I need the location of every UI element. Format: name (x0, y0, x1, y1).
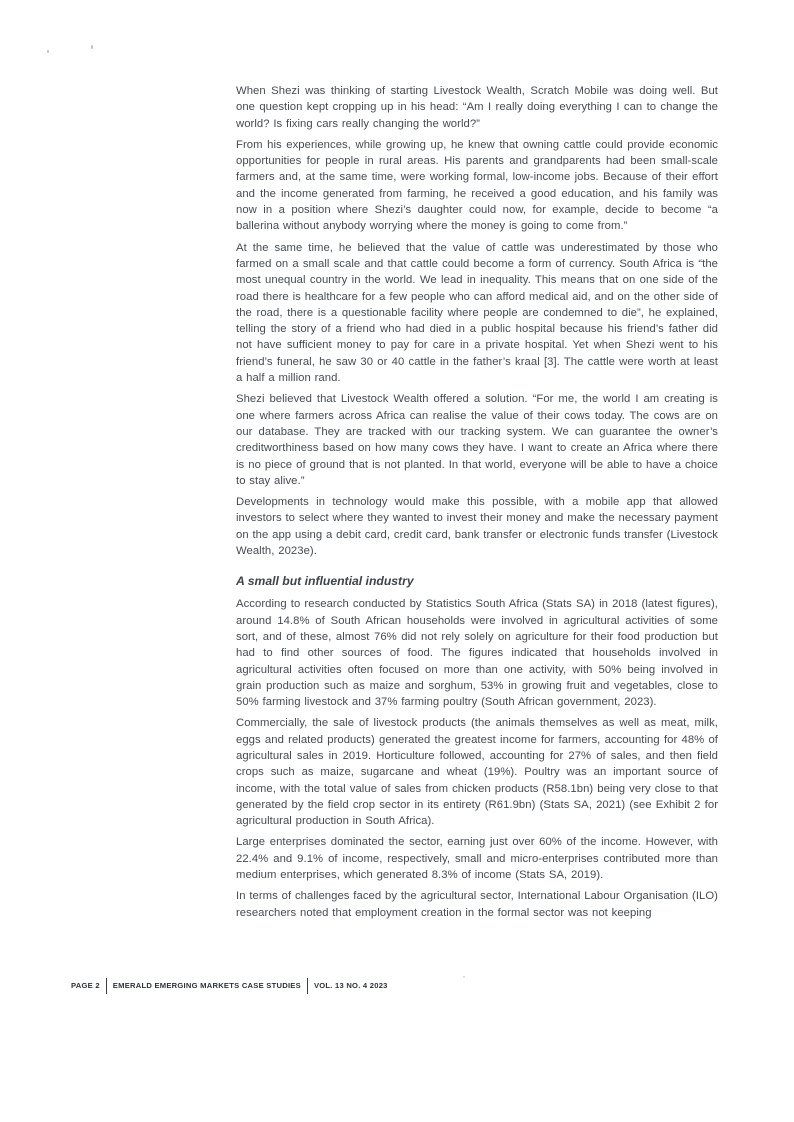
paragraph-intro-5: Developments in technology would make this possible, with a mobile app that allowed investors to select where they wanted to invest their money and make the necessary payment on the app using a debit card, credit card, bank transfer or electronic funds transfer (Livestock Wealth, 2023e). (236, 496, 718, 558)
article-body (236, 83, 718, 926)
footer-page-number: PAGE 2 (71, 981, 100, 990)
paragraph-intro-1: When Shezi was thinking of starting Livestock Wealth, Scratch Mobile was doing well. But one question kept cropping up in his head: “Am I really doing everything I can to change the world? Is fixing cars really changing the world?” (236, 85, 718, 130)
paragraph-section-2: Commercially, the sale of livestock products (the animals themselves as well as meat, milk, eggs and related products) generated the greatest income for farmers, accounting for 48% of agricultural sales in 2019. Horticulture followed, accounting for 27% of sales, and then field crops such as maize, sugarcane and wheat (19%). Poultry was an important source of income, with the total value of sales from chicken products (R58.1bn) being very close to that generated by the field crop sector in its entirety (R61.9bn) (Stats SA, 2021) (see Exhibit 2 for agricultural production in South Africa). (236, 717, 718, 828)
paragraph-intro-2: From his experiences, while growing up, he knew that owning cattle could provide economic opportunities for people in rural areas. His parents and grandparents had been small-scale farmers and, at the same time, were working formal, low-income jobs. Because of their effort and the income generated from farming, he received a good education, and his family was now in a position where Shezi’s daughter could now, for example, decide to become “a ballerina without anybody worrying where the money is going to come from.” (236, 138, 718, 233)
scan-artifact (463, 976, 465, 978)
paragraph-intro-4: Shezi believed that Livestock Wealth offered a solution. “For me, the world I am creating is one where farmers across Africa can realise the value of their cows today. The cows are on our database. They are tracked with our tracking system. We can guarantee the owner’s creditworthiness based on how many cows they have. I want to create an Africa where there is no piece of ground that is not planted. In that world, everyone will be able to have a choice to stay alive.” (236, 393, 718, 487)
footer-volume-issue: VOL. 13 NO. 4 2023 (313, 981, 388, 990)
paragraph-section-1: According to research conducted by Statistics South Africa (Stats SA) in 2018 (latest figures), around 14.8% of South African households were involved in agricultural activities of some sort, and of these, almost 76% did not rely solely on agriculture for their food production but had to find other sources of food. The figures indicated that households involved in agricultural activities often focused on more than one activity, with 50% being involved in grain production such as maize and sorghum, 53% in growing fruit and vegetables, close to 50% farming livestock and 37% farming poultry (South African government, 2023). (236, 598, 718, 709)
scan-artifact (47, 50, 49, 53)
paragraph-section-4: In terms of challenges faced by the agricultural sector, International Labour Organisation (ILO) researchers noted that employment creation in the formal sector was not keeping (236, 890, 718, 919)
page-footer (71, 977, 388, 994)
footer-divider (106, 978, 107, 994)
section-heading: A small but influential industry (236, 574, 414, 589)
paragraph-section-3: Large enterprises dominated the sector, earning just over 60% of the income. However, with 22.4% and 9.1% of income, respectively, small and micro-enterprises contributed more than medium enterprises, which generated 8.3% of income (Stats SA, 2019). (236, 836, 718, 882)
scan-artifact (91, 45, 93, 49)
footer-publication-title: EMERALD EMERGING MARKETS CASE STUDIES (112, 981, 301, 990)
footer-divider (307, 978, 308, 994)
paragraph-intro-3: At the same time, he believed that the value of cattle was underestimated by those who farmed on a small scale and that cattle could become a form of currency. South Africa is “the most unequal country in the world. We lead in inequality. This means that on one side of the road there is healthcare for a few people who can afford medical aid, and on the other side of the road, there is a questionable facility where people are condemned to die”, he explained, telling the story of a friend who had died in a public hospital because his friend’s father did not have sufficient money to pay for care in a private hospital. Yet when Shezi went to his friend’s funeral, he saw 30 or 40 cattle in the father’s kraal [3]. The cattle were worth at least a half a million rand. (236, 241, 718, 385)
